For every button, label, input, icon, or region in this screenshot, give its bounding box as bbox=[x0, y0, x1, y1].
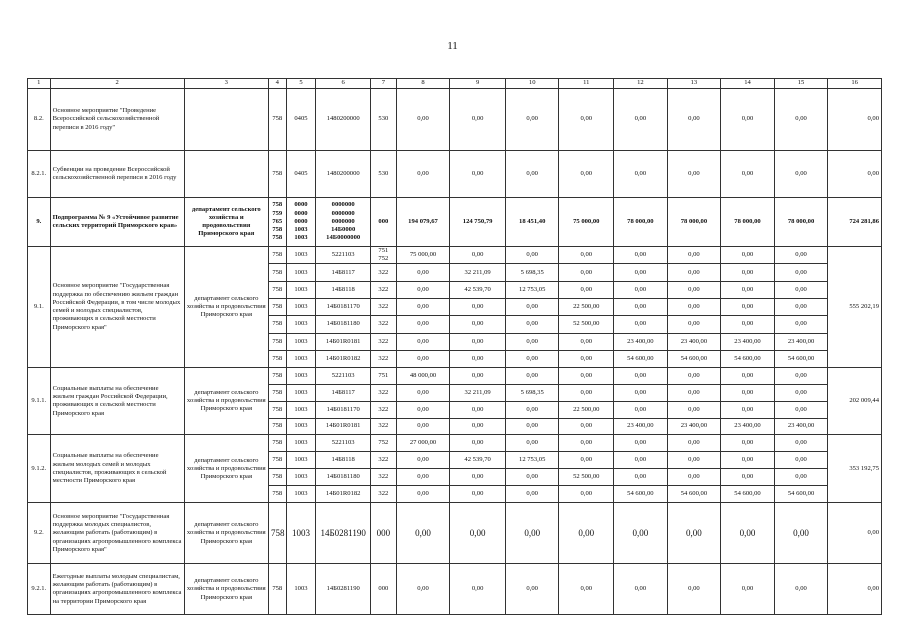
amount-cell: 0,00 bbox=[667, 469, 721, 486]
rz-code: 1003 bbox=[286, 564, 316, 615]
grbs-code: 758 bbox=[269, 486, 287, 503]
column-header: 10 bbox=[505, 79, 559, 89]
column-header: 9 bbox=[450, 79, 506, 89]
amount-cell: 0,00 bbox=[721, 316, 775, 333]
amount-cell: 0,00 bbox=[721, 264, 775, 281]
amount-cell: 0,00 bbox=[721, 151, 775, 198]
amount-cell: 12 753,05 bbox=[505, 281, 559, 298]
csr-code: 14Б0281190 bbox=[316, 564, 371, 615]
amount-cell: 78 000,00 bbox=[721, 198, 775, 247]
vr-code: 322 bbox=[370, 401, 396, 418]
amount-cell: 23 400,00 bbox=[721, 418, 775, 435]
amount-cell: 52 500,00 bbox=[559, 469, 614, 486]
rz-code: 1003 bbox=[286, 486, 316, 503]
row-name: Основное мероприятие "Государственная поддержка по обеспечению жильем граждан Российской Федерации, в том числе молодых семей и молодых специалистов, проживающих в сельской местности Приморского края" bbox=[50, 247, 184, 368]
vr-code: 322 bbox=[370, 350, 396, 367]
amount-cell: 0,00 bbox=[396, 299, 450, 316]
amount-cell: 0,00 bbox=[450, 418, 506, 435]
amount-cell: 0,00 bbox=[559, 264, 614, 281]
table-row bbox=[28, 368, 882, 385]
amount-cell: 0,00 bbox=[667, 247, 721, 264]
csr-code: 1480200000 bbox=[316, 151, 371, 198]
vr-code: 322 bbox=[370, 469, 396, 486]
amount-cell: 0,00 bbox=[559, 452, 614, 469]
amount-cell: 194 079,67 bbox=[396, 198, 450, 247]
amount-cell: 0,00 bbox=[505, 89, 559, 151]
grbs-code: 758 bbox=[269, 435, 287, 452]
grbs-code: 758 bbox=[269, 89, 287, 151]
table-row bbox=[28, 503, 882, 564]
amount-cell: 0,00 bbox=[559, 564, 614, 615]
amount-cell: 0,00 bbox=[721, 281, 775, 298]
row-name: Социальные выплаты на обеспечение жильем граждан Российской Федерации, проживающих в сельской местности Приморского края bbox=[50, 368, 184, 435]
row-name: Социальные выплаты на обеспечение жильем молодых семей и молодых специалистов, проживающих в сельской местности Приморского края bbox=[50, 435, 184, 503]
amount-cell: 0,00 bbox=[450, 469, 506, 486]
executor bbox=[184, 151, 268, 198]
amount-cell: 0,00 bbox=[614, 435, 668, 452]
amount-cell: 0,00 bbox=[774, 469, 828, 486]
amount-cell: 23 400,00 bbox=[667, 333, 721, 350]
total-cell: 555 202,19 bbox=[828, 247, 882, 368]
amount-cell: 23 400,00 bbox=[774, 333, 828, 350]
amount-cell: 0,00 bbox=[559, 418, 614, 435]
vr-code: 322 bbox=[370, 264, 396, 281]
amount-cell: 0,00 bbox=[505, 333, 559, 350]
amount-cell: 0,00 bbox=[450, 486, 506, 503]
row-number: 9.1.2. bbox=[28, 435, 51, 503]
amount-cell: 0,00 bbox=[396, 316, 450, 333]
column-header: 5 bbox=[286, 79, 316, 89]
rz-code: 1003 bbox=[286, 385, 316, 402]
csr-code: 5221103 bbox=[316, 247, 371, 264]
row-name: Основное мероприятие "Государственная поддержка молодых специалистов, желающим работать (работающим) в организациях агропромышленного комплекса Приморского края" bbox=[50, 503, 184, 564]
rz-code: 1003 bbox=[286, 247, 316, 264]
column-header: 3 bbox=[184, 79, 268, 89]
vr-code: 322 bbox=[370, 316, 396, 333]
amount-cell: 0,00 bbox=[559, 89, 614, 151]
amount-cell: 0,00 bbox=[396, 333, 450, 350]
amount-cell: 0,00 bbox=[559, 435, 614, 452]
amount-cell: 0,00 bbox=[396, 503, 450, 564]
amount-cell: 0,00 bbox=[450, 564, 506, 615]
amount-cell: 0,00 bbox=[614, 368, 668, 385]
column-header: 4 bbox=[269, 79, 287, 89]
amount-cell: 23 400,00 bbox=[667, 418, 721, 435]
amount-cell: 0,00 bbox=[774, 564, 828, 615]
table-row bbox=[28, 89, 882, 151]
grbs-code: 758 bbox=[269, 281, 287, 298]
grbs-code: 758 bbox=[269, 299, 287, 316]
amount-cell: 0,00 bbox=[396, 401, 450, 418]
amount-cell: 0,00 bbox=[450, 316, 506, 333]
amount-cell: 0,00 bbox=[559, 281, 614, 298]
csr-code: 14Б8118 bbox=[316, 281, 371, 298]
amount-cell: 32 211,09 bbox=[450, 264, 506, 281]
amount-cell: 0,00 bbox=[614, 247, 668, 264]
vr-code: 322 bbox=[370, 452, 396, 469]
amount-cell: 0,00 bbox=[614, 452, 668, 469]
row-number: 9.1.1. bbox=[28, 368, 51, 435]
amount-cell: 0,00 bbox=[450, 435, 506, 452]
amount-cell: 23 400,00 bbox=[721, 333, 775, 350]
column-header: 2 bbox=[50, 79, 184, 89]
csr-code: 14Б01R0182 bbox=[316, 350, 371, 367]
grbs-code: 758 bbox=[269, 564, 287, 615]
amount-cell: 0,00 bbox=[774, 89, 828, 151]
amount-cell: 0,00 bbox=[667, 401, 721, 418]
row-number: 9.2. bbox=[28, 503, 51, 564]
amount-cell: 0,00 bbox=[721, 564, 775, 615]
amount-cell: 0,00 bbox=[559, 333, 614, 350]
amount-cell: 0,00 bbox=[614, 151, 668, 198]
rz-code: 1003 bbox=[286, 401, 316, 418]
amount-cell: 0,00 bbox=[614, 469, 668, 486]
amount-cell: 0,00 bbox=[559, 350, 614, 367]
amount-cell: 0,00 bbox=[667, 151, 721, 198]
amount-cell: 0,00 bbox=[667, 452, 721, 469]
amount-cell: 0,00 bbox=[614, 385, 668, 402]
amount-cell: 0,00 bbox=[667, 368, 721, 385]
executor: департамент сельского хозяйства и продовольствия Приморского края bbox=[184, 247, 268, 368]
amount-cell: 23 400,00 bbox=[614, 418, 668, 435]
amount-cell: 12 753,05 bbox=[505, 452, 559, 469]
amount-cell: 0,00 bbox=[774, 435, 828, 452]
amount-cell: 0,00 bbox=[614, 281, 668, 298]
csr-code: 0000000 0000000 0000000 14Б0000 14Б0000000 bbox=[316, 198, 371, 247]
amount-cell: 0,00 bbox=[450, 401, 506, 418]
vr-code: 530 bbox=[370, 151, 396, 198]
csr-code: 14Б0181170 bbox=[316, 299, 371, 316]
rz-code: 1003 bbox=[286, 350, 316, 367]
amount-cell: 0,00 bbox=[614, 264, 668, 281]
csr-code: 5221103 bbox=[316, 368, 371, 385]
amount-cell: 54 600,00 bbox=[667, 486, 721, 503]
amount-cell: 0,00 bbox=[559, 486, 614, 503]
amount-cell: 0,00 bbox=[774, 385, 828, 402]
amount-cell: 54 600,00 bbox=[774, 486, 828, 503]
amount-cell: 0,00 bbox=[774, 281, 828, 298]
amount-cell: 0,00 bbox=[721, 469, 775, 486]
csr-code: 14Б01R0181 bbox=[316, 333, 371, 350]
amount-cell: 5 698,35 bbox=[505, 385, 559, 402]
rz-code: 1003 bbox=[286, 333, 316, 350]
vr-code: 322 bbox=[370, 281, 396, 298]
total-cell: 202 009,44 bbox=[828, 368, 882, 435]
amount-cell: 0,00 bbox=[667, 89, 721, 151]
amount-cell: 75 000,00 bbox=[396, 247, 450, 264]
amount-cell: 0,00 bbox=[667, 281, 721, 298]
amount-cell: 0,00 bbox=[559, 151, 614, 198]
rz-code: 1003 bbox=[286, 299, 316, 316]
csr-code: 14Б0281190 bbox=[316, 503, 371, 564]
grbs-code: 758 bbox=[269, 452, 287, 469]
csr-code: 14Б0181180 bbox=[316, 316, 371, 333]
amount-cell: 48 000,00 bbox=[396, 368, 450, 385]
amount-cell: 0,00 bbox=[721, 452, 775, 469]
rz-code: 0000 0000 0000 1003 1003 bbox=[286, 198, 316, 247]
vr-code: 322 bbox=[370, 299, 396, 316]
amount-cell: 0,00 bbox=[667, 503, 721, 564]
executor bbox=[184, 89, 268, 151]
rz-code: 1003 bbox=[286, 368, 316, 385]
csr-code: 14Б8118 bbox=[316, 452, 371, 469]
amount-cell: 0,00 bbox=[505, 316, 559, 333]
amount-cell: 0,00 bbox=[721, 368, 775, 385]
grbs-code: 758 bbox=[269, 247, 287, 264]
column-header: 12 bbox=[614, 79, 668, 89]
amount-cell: 0,00 bbox=[614, 503, 668, 564]
column-header: 13 bbox=[667, 79, 721, 89]
amount-cell: 42 539,70 bbox=[450, 281, 506, 298]
grbs-code: 758 bbox=[269, 350, 287, 367]
row-number: 9. bbox=[28, 198, 51, 247]
amount-cell: 0,00 bbox=[505, 503, 559, 564]
amount-cell: 0,00 bbox=[614, 89, 668, 151]
grbs-code: 758 bbox=[269, 264, 287, 281]
amount-cell: 0,00 bbox=[559, 247, 614, 264]
amount-cell: 27 000,00 bbox=[396, 435, 450, 452]
amount-cell: 0,00 bbox=[721, 503, 775, 564]
row-number: 9.1. bbox=[28, 247, 51, 368]
rz-code: 1003 bbox=[286, 469, 316, 486]
amount-cell: 0,00 bbox=[667, 385, 721, 402]
total-cell: 353 192,75 bbox=[828, 435, 882, 503]
amount-cell: 0,00 bbox=[505, 418, 559, 435]
executor: департамент сельского хозяйства и продовольствия Приморского края bbox=[184, 368, 268, 435]
vr-code: 322 bbox=[370, 333, 396, 350]
column-header: 11 bbox=[559, 79, 614, 89]
amount-cell: 0,00 bbox=[396, 469, 450, 486]
amount-cell: 0,00 bbox=[614, 316, 668, 333]
amount-cell: 0,00 bbox=[721, 385, 775, 402]
amount-cell: 75 000,00 bbox=[559, 198, 614, 247]
amount-cell: 0,00 bbox=[396, 89, 450, 151]
vr-code: 322 bbox=[370, 385, 396, 402]
amount-cell: 0,00 bbox=[559, 385, 614, 402]
amount-cell: 0,00 bbox=[396, 418, 450, 435]
amount-cell: 0,00 bbox=[667, 299, 721, 316]
total-cell: 0,00 bbox=[828, 151, 882, 198]
amount-cell: 0,00 bbox=[667, 564, 721, 615]
table-row bbox=[28, 247, 882, 264]
column-header: 7 bbox=[370, 79, 396, 89]
vr-code: 000 bbox=[370, 503, 396, 564]
amount-cell: 0,00 bbox=[450, 247, 506, 264]
vr-code: 000 bbox=[370, 198, 396, 247]
amount-cell: 0,00 bbox=[774, 247, 828, 264]
rz-code: 1003 bbox=[286, 264, 316, 281]
column-header: 8 bbox=[396, 79, 450, 89]
grbs-code: 758 bbox=[269, 503, 287, 564]
rz-code: 1003 bbox=[286, 418, 316, 435]
csr-code: 14Б8117 bbox=[316, 264, 371, 281]
amount-cell: 0,00 bbox=[505, 564, 559, 615]
amount-cell: 0,00 bbox=[450, 299, 506, 316]
amount-cell: 78 000,00 bbox=[667, 198, 721, 247]
csr-code: 14Б0181180 bbox=[316, 469, 371, 486]
amount-cell: 0,00 bbox=[774, 151, 828, 198]
amount-cell: 0,00 bbox=[774, 452, 828, 469]
amount-cell: 0,00 bbox=[450, 151, 506, 198]
grbs-code: 758 bbox=[269, 469, 287, 486]
csr-code: 14Б8117 bbox=[316, 385, 371, 402]
amount-cell: 32 211,09 bbox=[450, 385, 506, 402]
grbs-code: 758 bbox=[269, 316, 287, 333]
csr-code: 14Б01R0181 bbox=[316, 418, 371, 435]
rz-code: 1003 bbox=[286, 281, 316, 298]
amount-cell: 0,00 bbox=[721, 435, 775, 452]
amount-cell: 54 600,00 bbox=[614, 486, 668, 503]
amount-cell: 54 600,00 bbox=[667, 350, 721, 367]
rz-code: 0405 bbox=[286, 89, 316, 151]
amount-cell: 78 000,00 bbox=[614, 198, 668, 247]
executor: департамент сельского хозяйства и продовольствия Приморского края bbox=[184, 435, 268, 503]
amount-cell: 0,00 bbox=[396, 385, 450, 402]
vr-code: 751 bbox=[370, 368, 396, 385]
total-cell: 0,00 bbox=[828, 89, 882, 151]
column-header: 14 bbox=[721, 79, 775, 89]
amount-cell: 0,00 bbox=[559, 503, 614, 564]
amount-cell: 54 600,00 bbox=[721, 350, 775, 367]
grbs-code: 758 bbox=[269, 333, 287, 350]
amount-cell: 0,00 bbox=[614, 564, 668, 615]
amount-cell: 0,00 bbox=[774, 316, 828, 333]
amount-cell: 18 451,40 bbox=[505, 198, 559, 247]
amount-cell: 0,00 bbox=[505, 435, 559, 452]
csr-code: 5221103 bbox=[316, 435, 371, 452]
column-header: 16 bbox=[828, 79, 882, 89]
grbs-code: 758 bbox=[269, 418, 287, 435]
amount-cell: 0,00 bbox=[774, 368, 828, 385]
amount-cell: 0,00 bbox=[450, 368, 506, 385]
amount-cell: 0,00 bbox=[505, 247, 559, 264]
row-name: Основное мероприятие "Проведение Всероссийской сельскохозяйственной переписи в 2016 году" bbox=[50, 89, 184, 151]
grbs-code: 758 bbox=[269, 368, 287, 385]
amount-cell: 0,00 bbox=[505, 401, 559, 418]
amount-cell: 0,00 bbox=[505, 299, 559, 316]
table-row bbox=[28, 435, 882, 452]
amount-cell: 0,00 bbox=[450, 503, 506, 564]
amount-cell: 0,00 bbox=[396, 486, 450, 503]
amount-cell: 0,00 bbox=[774, 503, 828, 564]
csr-code: 14Б01R0182 bbox=[316, 486, 371, 503]
amount-cell: 0,00 bbox=[505, 486, 559, 503]
table-row bbox=[28, 564, 882, 615]
amount-cell: 5 698,35 bbox=[505, 264, 559, 281]
amount-cell: 0,00 bbox=[774, 299, 828, 316]
grbs-code: 758 bbox=[269, 385, 287, 402]
amount-cell: 54 600,00 bbox=[614, 350, 668, 367]
total-cell: 724 281,86 bbox=[828, 198, 882, 247]
rz-code: 1003 bbox=[286, 316, 316, 333]
amount-cell: 0,00 bbox=[505, 151, 559, 198]
amount-cell: 22 500,00 bbox=[559, 299, 614, 316]
grbs-code: 758 bbox=[269, 401, 287, 418]
table-row bbox=[28, 198, 882, 247]
amount-cell: 0,00 bbox=[396, 281, 450, 298]
column-header: 1 bbox=[28, 79, 51, 89]
amount-cell: 42 539,70 bbox=[450, 452, 506, 469]
row-name: Подпрограмма № 9 «Устойчивое развитие сельских территорий Приморского края» bbox=[50, 198, 184, 247]
column-header: 6 bbox=[316, 79, 371, 89]
row-name: Ежегодные выплаты молодым специалистам, желающим работать (работающим) в организациях агропромышленного комплекса на территории Приморского края bbox=[50, 564, 184, 615]
amount-cell: 0,00 bbox=[396, 264, 450, 281]
amount-cell: 0,00 bbox=[721, 299, 775, 316]
amount-cell: 0,00 bbox=[667, 316, 721, 333]
amount-cell: 0,00 bbox=[721, 247, 775, 264]
row-number: 8.2. bbox=[28, 89, 51, 151]
row-name: Субвенции на проведение Всероссийской сельскохозяйственной переписи в 2016 году bbox=[50, 151, 184, 198]
amount-cell: 0,00 bbox=[774, 264, 828, 281]
amount-cell: 54 600,00 bbox=[774, 350, 828, 367]
grbs-code: 758 bbox=[269, 151, 287, 198]
row-number: 8.2.1. bbox=[28, 151, 51, 198]
amount-cell: 124 750,79 bbox=[450, 198, 506, 247]
amount-cell: 0,00 bbox=[614, 299, 668, 316]
row-number: 9.2.1. bbox=[28, 564, 51, 615]
amount-cell: 0,00 bbox=[450, 333, 506, 350]
table-row bbox=[28, 151, 882, 198]
vr-code: 322 bbox=[370, 418, 396, 435]
amount-cell: 52 500,00 bbox=[559, 316, 614, 333]
amount-cell: 23 400,00 bbox=[774, 418, 828, 435]
amount-cell: 0,00 bbox=[505, 469, 559, 486]
executor: департамент сельского хозяйства и продовольствия Приморского края bbox=[184, 503, 268, 564]
header-row bbox=[28, 79, 882, 89]
amount-cell: 0,00 bbox=[667, 264, 721, 281]
amount-cell: 23 400,00 bbox=[614, 333, 668, 350]
vr-code: 322 bbox=[370, 486, 396, 503]
page-number: 11 bbox=[447, 40, 458, 52]
rz-code: 0405 bbox=[286, 151, 316, 198]
rz-code: 1003 bbox=[286, 435, 316, 452]
csr-code: 14Б0181170 bbox=[316, 401, 371, 418]
rz-code: 1003 bbox=[286, 503, 316, 564]
amount-cell: 0,00 bbox=[614, 401, 668, 418]
budget-table bbox=[27, 78, 882, 615]
amount-cell: 0,00 bbox=[396, 350, 450, 367]
csr-code: 1480200000 bbox=[316, 89, 371, 151]
amount-cell: 22 500,00 bbox=[559, 401, 614, 418]
amount-cell: 0,00 bbox=[505, 368, 559, 385]
total-cell: 0,00 bbox=[828, 564, 882, 615]
amount-cell: 0,00 bbox=[774, 401, 828, 418]
amount-cell: 0,00 bbox=[721, 89, 775, 151]
amount-cell: 0,00 bbox=[396, 452, 450, 469]
amount-cell: 0,00 bbox=[396, 564, 450, 615]
vr-code: 751 752 bbox=[370, 247, 396, 264]
amount-cell: 0,00 bbox=[396, 151, 450, 198]
vr-code: 000 bbox=[370, 564, 396, 615]
amount-cell: 0,00 bbox=[450, 350, 506, 367]
amount-cell: 0,00 bbox=[721, 401, 775, 418]
grbs-code: 758 759 765 758 758 bbox=[269, 198, 287, 247]
amount-cell: 0,00 bbox=[559, 368, 614, 385]
amount-cell: 0,00 bbox=[667, 435, 721, 452]
amount-cell: 54 600,00 bbox=[721, 486, 775, 503]
executor: департамент сельского хозяйства и продовольствия Приморского края bbox=[184, 564, 268, 615]
amount-cell: 0,00 bbox=[505, 350, 559, 367]
rz-code: 1003 bbox=[286, 452, 316, 469]
vr-code: 530 bbox=[370, 89, 396, 151]
amount-cell: 0,00 bbox=[450, 89, 506, 151]
column-header: 15 bbox=[774, 79, 828, 89]
executor: департамент сельского хозяйства и продовольствия Приморского края bbox=[184, 198, 268, 247]
amount-cell: 78 000,00 bbox=[774, 198, 828, 247]
total-cell: 0,00 bbox=[828, 503, 882, 564]
vr-code: 752 bbox=[370, 435, 396, 452]
